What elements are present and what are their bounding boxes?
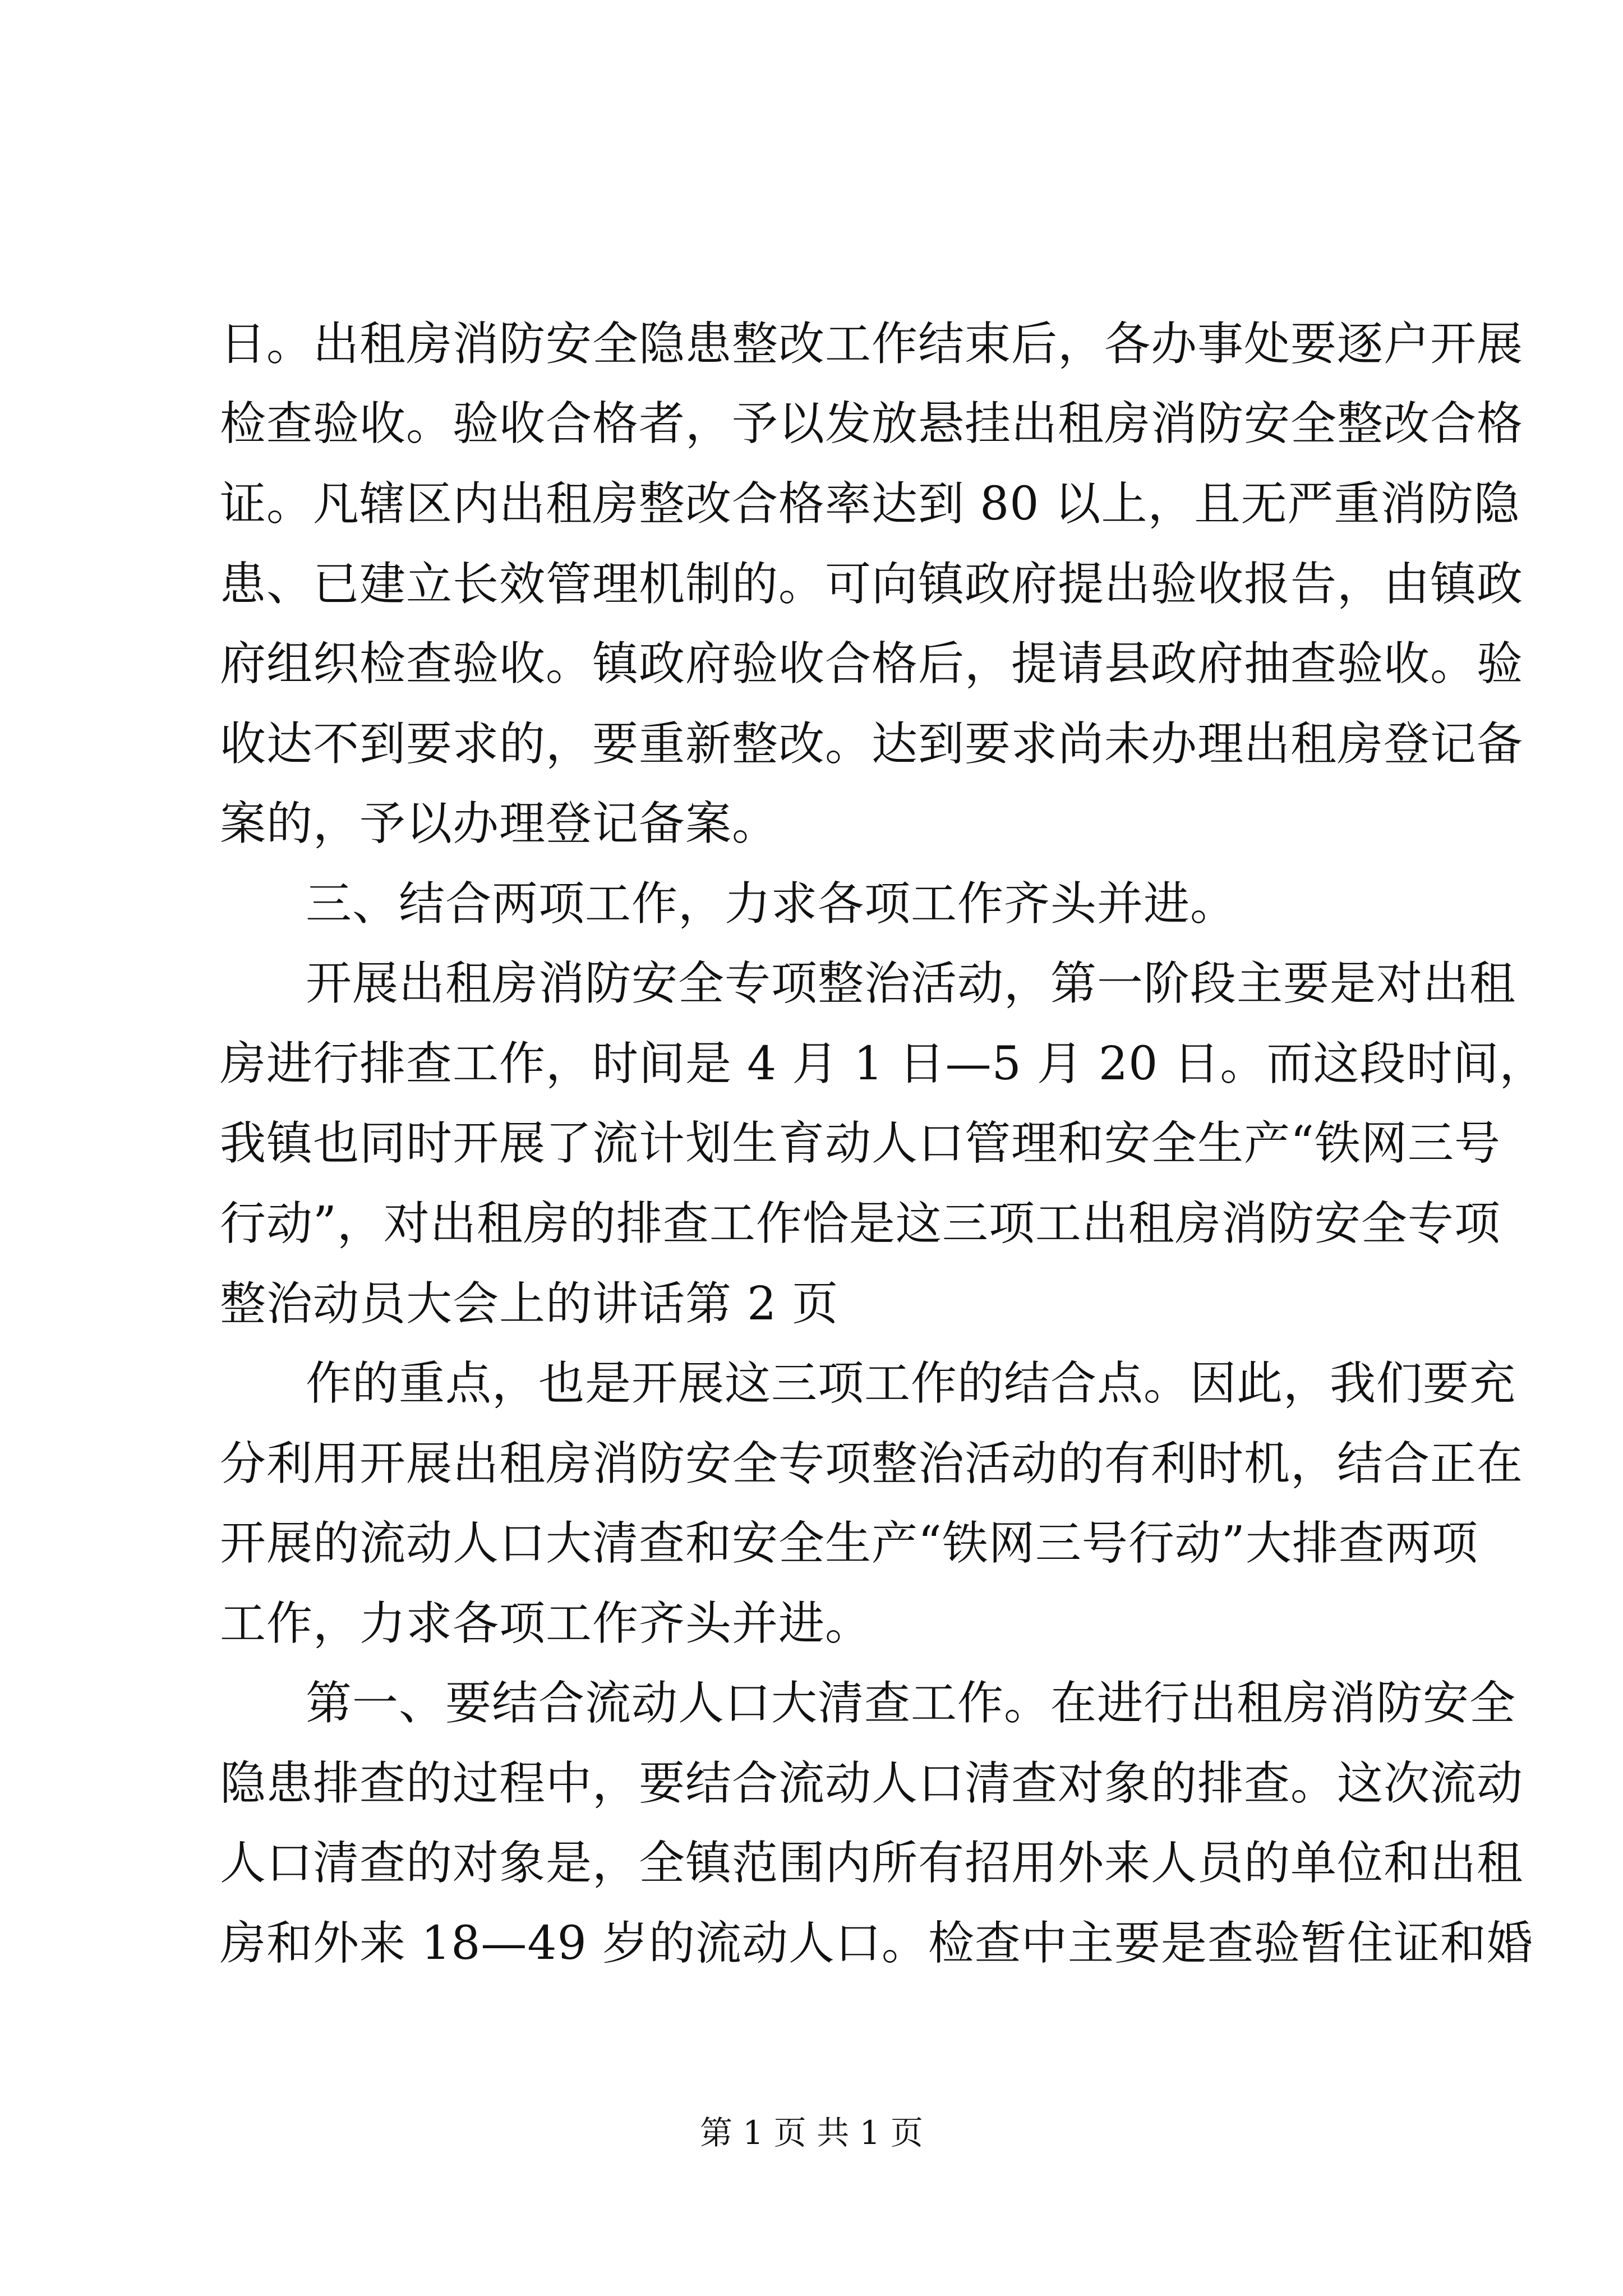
text-line: 检查验收。验收合格者，予以发放悬挂出租房消防安全整改合格 (220, 397, 1524, 450)
text-line: 府组织检查验收。镇政府验收合格后，提请县政府抽查验收。验 (220, 637, 1524, 691)
text-line: 日。出租房消防安全隐患整改工作结束后，各办事处要逐户开展 (220, 318, 1524, 371)
text-line: 案的，予以办理登记备案。 (220, 797, 779, 850)
text-line: 人口清查的对象是，全镇范围内所有招用外来人员的单位和出租 (220, 1837, 1524, 1890)
text-line: 作的重点，也是开展这三项工作的结合点。因此，我们要充 (306, 1357, 1516, 1410)
text-line: 房进行排查工作，时间是 4 月 1 日—5 月 20 日。而这段时间， (220, 1037, 1546, 1091)
text-line: 整治动员大会上的讲话第 2 页 (220, 1277, 839, 1331)
text-line: 第一、要结合流动人口大清查工作。在进行出租房消防安全 (306, 1677, 1516, 1730)
text-line: 开展的流动人口大清查和安全生产“铁网三号行动”大排查两项 (220, 1517, 1478, 1570)
text-line: 工作，力求各项工作齐头并进。 (220, 1597, 872, 1650)
section-heading: 三、结合两项工作，力求各项工作齐头并进。 (306, 877, 1237, 931)
text-line: 我镇也同时开展了流计划生育动人口管理和安全生产“铁网三号 (220, 1117, 1501, 1170)
text-line: 分利用开展出租房消防安全专项整治活动的有利时机，结合正在 (220, 1437, 1524, 1490)
text-line: 证。凡辖区内出租房整改合格率达到 80 以上，且无严重消防隐 (220, 477, 1520, 531)
page-footer: 第 1 页 共 1 页 (700, 2114, 923, 2152)
text-line: 房和外来 18—49 岁的流动人口。检查中主要是查验暂住证和婚 (220, 1917, 1533, 1970)
text-line: 患、已建立长效管理机制的。可向镇政府提出验收报告，由镇政 (220, 558, 1524, 611)
text-line: 隐患排查的过程中，要结合流动人口清查对象的排查。这次流动 (220, 1757, 1524, 1810)
text-line: 开展出租房消防安全专项整治活动，第一阶段主要是对出租 (306, 957, 1516, 1010)
text-line: 行动”，对出租房的排查工作恰是这三项工出租房消防安全专项 (220, 1197, 1501, 1250)
text-line: 收达不到要求的，要重新整改。达到要求尚未办理出租房登记备 (220, 717, 1524, 771)
